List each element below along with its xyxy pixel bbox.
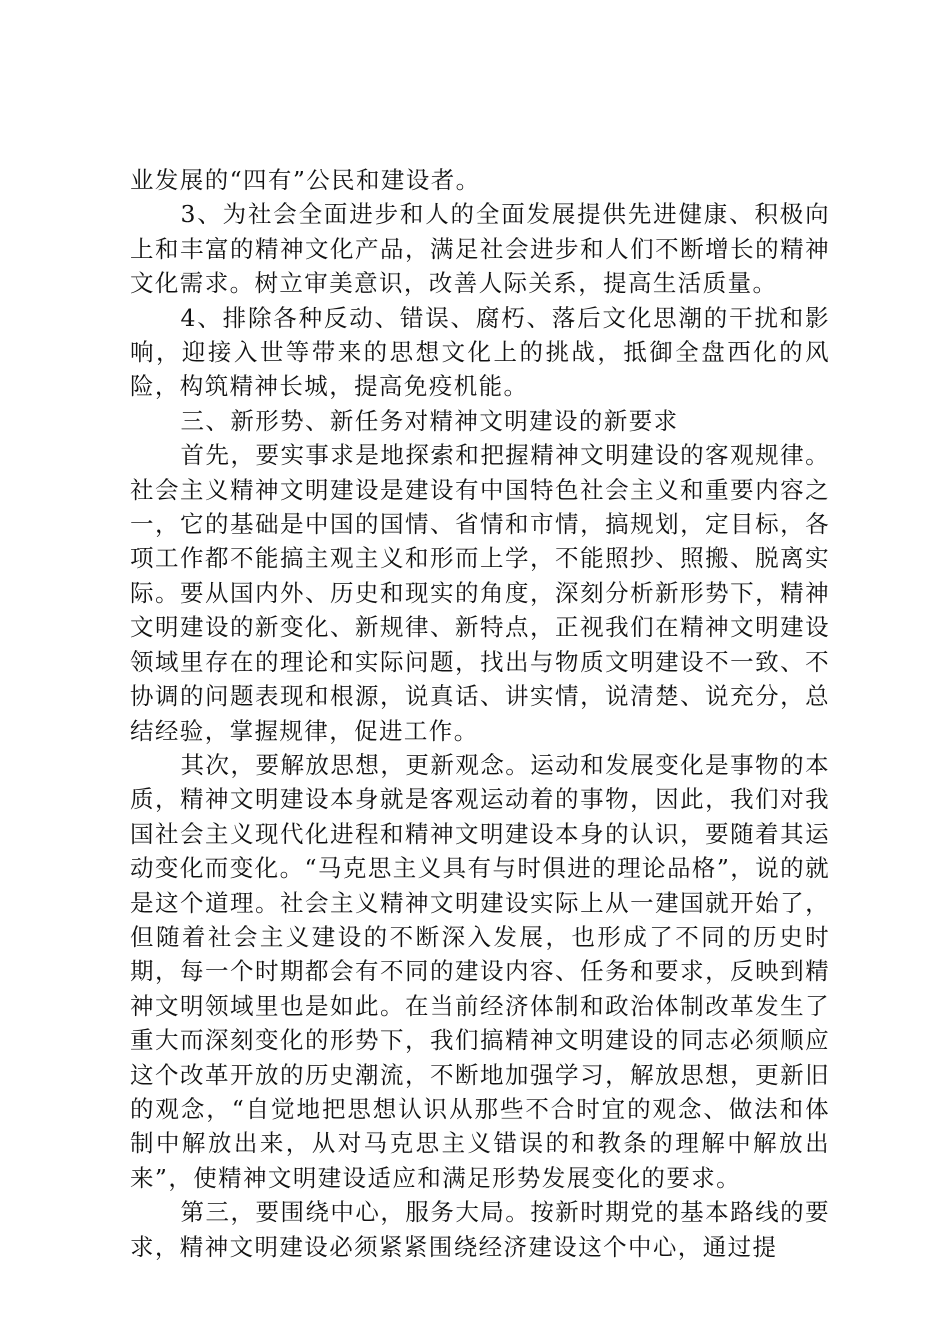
paragraph-first: 首先，要实事求是地探索和把握精神文明建设的客观规律。社会主义精神文明建设是建设有中国特色社会主义和重要内容之一，它的基础是中国的国情、省情和市情，搞规划，定目标，各项工作都不能搞主观主义和形而上学，不能照抄、照搬、脱离实际。要从国内外、历史和现实的角度，深刻分析新形势下，精神文明建设的新变化、新规律、新特点，正视我们在精神文明建设领域里存在的理论和实际问题，找出与物质文明建设不一致、不协调的问题表现和根源，说真话、讲实情，说清楚、说充分，总结经验，掌握规律，促进工作。 bbox=[130, 441, 830, 745]
paragraph-item-4: 4、排除各种反动、错误、腐朽、落后文化思潮的干扰和影响，迎接入世等带来的思想文化上的挑战，抵御全盘西化的风险，构筑精神长城，提高免疫机能。 bbox=[130, 303, 830, 401]
paragraph-continuation: 业发展的“四有”公民和建设者。 bbox=[130, 166, 481, 194]
paragraph-item-3: 3、为社会全面进步和人的全面发展提供先进健康、积极向上和丰富的精神文化产品，满足社会进步和人们不断增长的精神文化需求。树立审美意识，改善人际关系，提高生活质量。 bbox=[130, 200, 830, 298]
section-heading: 三、新形势、新任务对精神文明建设的新要求 bbox=[180, 406, 679, 435]
paragraph-second: 其次，要解放思想，更新观念。运动和发展变化是事物的本质，精神文明建设本身就是客观运动着的事物，因此，我们对我国社会主义现代化进程和精神文明建设本身的认识，要随着其运动变化而变化。“马克思主义具有与时俱进的理论品格”，说的就是这个道理。社会主义精神文明建设实际上从一建国就开始了，但随着社会主义建设的不断深入发展，也形成了不同的历史时期，每一个时期都会有不同的建设内容、任务和要求，反映到精神文明领域里也是如此。在当前经济体制和政治体制改革发生了重大而深刻变化的形势下，我们搞精神文明建设的同志必须顺应这个改革开放的历史潮流，不断地加强学习，解放思想，更新旧的观念，“自觉地把思想认识从那些不合时宜的观念、做法和体制中解放出来，从对马克思主义错误的和教条的理解中解放出来”，使精神文明建设适应和满足形势发展变化的要求。 bbox=[130, 750, 830, 1192]
paragraph-third: 第三，要围绕中心，服务大局。按新时期党的基本路线的要求，精神文明建设必须紧紧围绕经济建设这个中心，通过提 bbox=[130, 1198, 830, 1261]
document-body bbox=[130, 163, 830, 1264]
